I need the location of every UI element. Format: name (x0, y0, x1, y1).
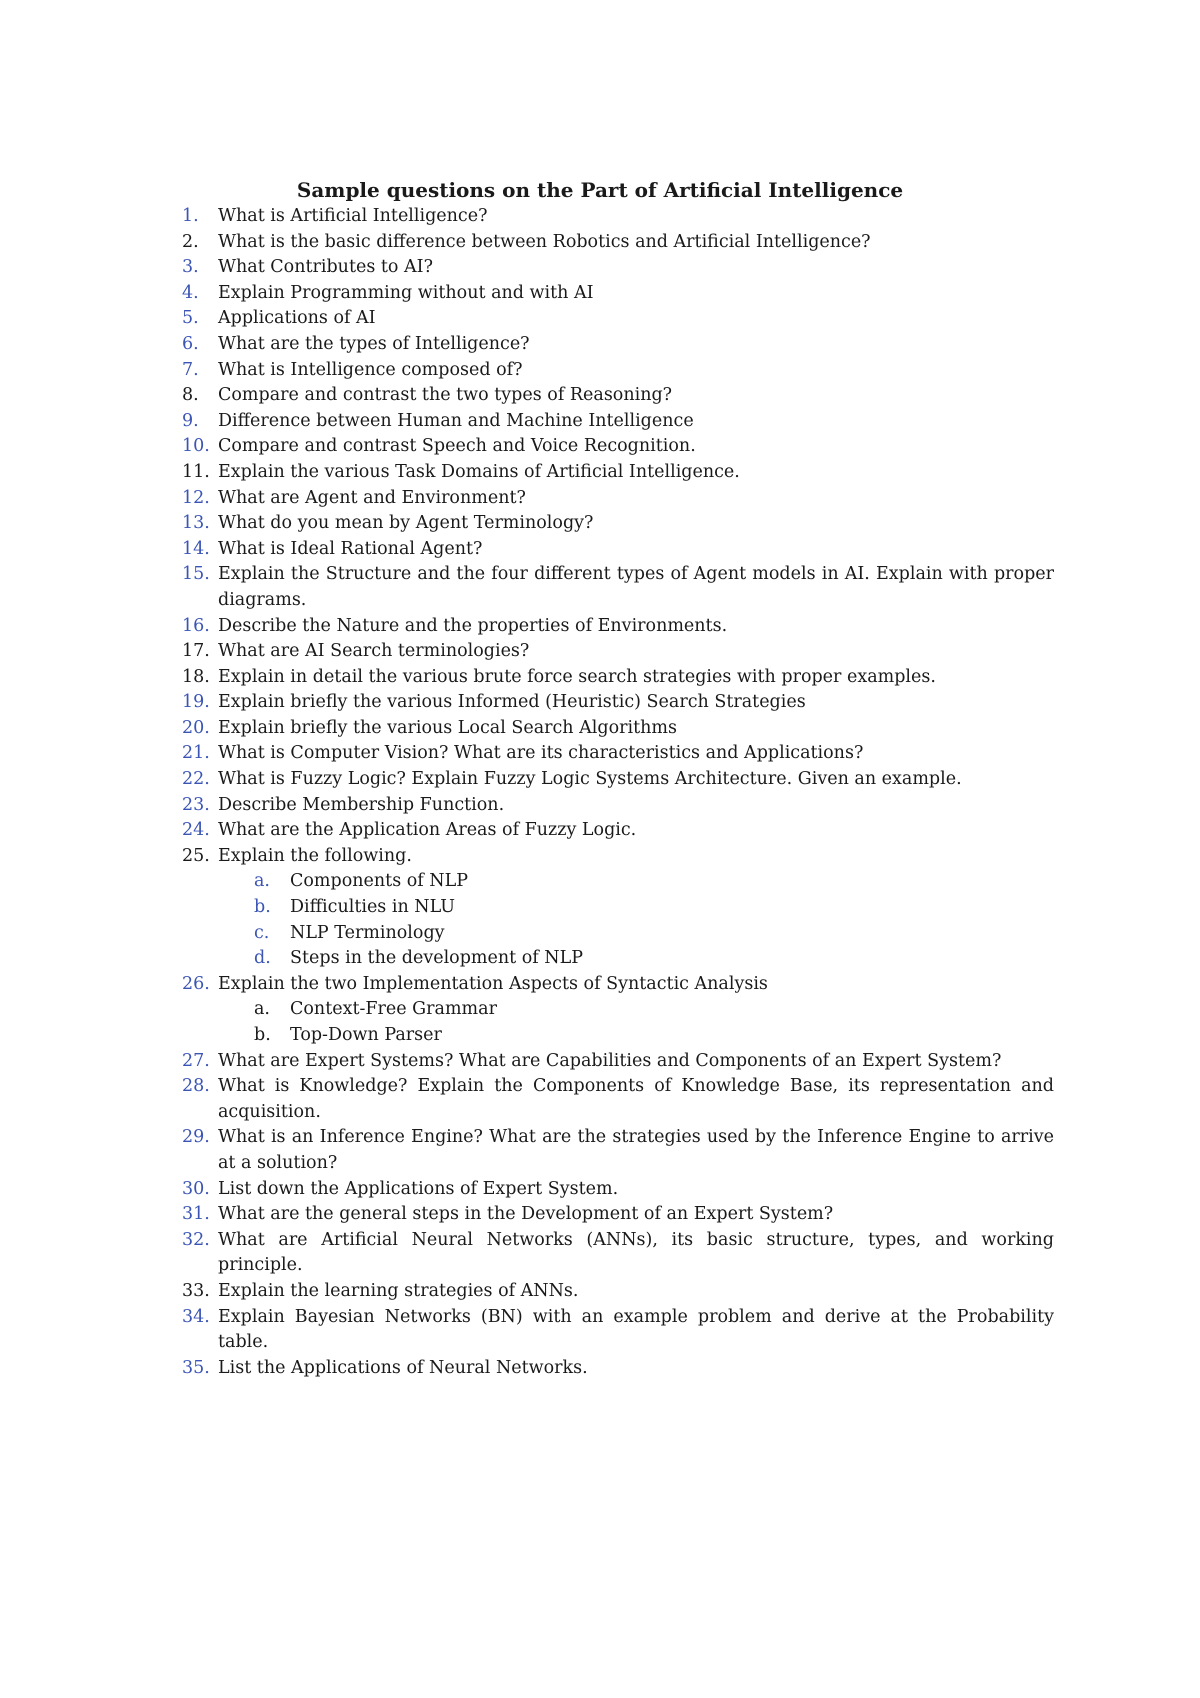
question-number: 17. (182, 641, 210, 662)
question-text: What is Knowledge? Explain the Components of Knowledge Base, its representation and acquisition. (218, 1076, 1054, 1122)
question-number: 18. (182, 666, 210, 687)
question-text: Compare and contrast Speech and Voice Recognition. (218, 436, 696, 457)
sub-question-letter: b. (254, 897, 271, 918)
question-number: 11. (182, 461, 210, 482)
question-text: Explain the following. (218, 845, 412, 866)
question-number: 20. (182, 717, 210, 738)
question-item (0, 690, 1200, 716)
question-text: List the Applications of Neural Networks. (218, 1357, 588, 1378)
question-item (0, 844, 1200, 870)
question-text: What are Artificial Neural Networks (ANNs), its basic structure, types, and working principle. (218, 1229, 1054, 1276)
question-item (0, 1177, 1200, 1203)
question-number: 31. (182, 1204, 210, 1225)
sub-question-item (0, 946, 1200, 972)
question-text: What is Intelligence composed of? (218, 359, 523, 380)
question-text: What is Ideal Rational Agent? (218, 538, 483, 559)
question-number: 7. (182, 359, 199, 380)
question-text: Explain the two Implementation Aspects of Syntactic Analysis (218, 973, 768, 994)
question-text: Compare and contrast the two types of Reasoning? (218, 385, 673, 406)
question-item (0, 1228, 1200, 1279)
question-item (0, 409, 1200, 435)
question-number: 15. (182, 564, 210, 585)
question-text: Explain the various Task Domains of Artificial Intelligence. (218, 461, 740, 482)
sub-question-text: Difficulties in NLU (290, 897, 456, 918)
sub-question-item (0, 895, 1200, 921)
question-item (0, 1305, 1200, 1356)
question-number: 3. (182, 257, 199, 278)
sub-question-item (0, 1023, 1200, 1049)
question-text: Explain the learning strategies of ANNs. (218, 1280, 579, 1301)
question-number: 22. (182, 769, 210, 790)
question-item (0, 614, 1200, 640)
question-item (0, 204, 1200, 230)
question-number: 6. (182, 333, 199, 354)
document-title: Sample questions on the Part of Artificial Intelligence (296, 178, 904, 202)
question-text: Explain the Structure and the four different types of Agent models in AI. Explain with proper diagrams. (218, 564, 1054, 610)
sub-question-letter: b. (254, 1025, 271, 1045)
question-item (0, 281, 1200, 307)
question-number: 1. (182, 206, 199, 226)
question-text: Describe Membership Function. (218, 794, 505, 815)
question-number: 21. (182, 743, 210, 764)
question-text: Describe the Nature and the properties of Environments. (218, 615, 728, 636)
question-text: What are the general steps in the Development of an Expert System? (218, 1204, 834, 1225)
question-item (0, 716, 1200, 742)
question-item (0, 358, 1200, 384)
question-item (0, 1049, 1200, 1075)
question-number: 30. (182, 1178, 210, 1199)
question-text: Applications of AI (218, 308, 376, 329)
question-item (0, 793, 1200, 819)
question-text: What are Agent and Environment? (218, 487, 526, 508)
question-item (0, 306, 1200, 332)
question-text: What are the Application Areas of Fuzzy Logic. (218, 820, 637, 841)
question-number: 28. (182, 1076, 210, 1097)
sub-question-text: NLP Terminology (290, 922, 445, 943)
sub-question-letter: c. (254, 922, 270, 943)
question-item (0, 1074, 1200, 1125)
sub-question-item (0, 997, 1200, 1023)
question-text: What is the basic difference between Robotics and Artificial Intelligence? (218, 231, 871, 252)
question-number: 9. (182, 410, 199, 431)
question-text: What are the types of Intelligence? (218, 333, 530, 354)
question-item (0, 562, 1200, 613)
question-list (0, 204, 1200, 1381)
question-item (0, 1279, 1200, 1305)
question-number: 2. (182, 231, 199, 252)
question-item (0, 1356, 1200, 1382)
question-text: List down the Applications of Expert System. (218, 1178, 619, 1199)
question-item (0, 972, 1200, 998)
question-text: Explain briefly the various Informed (Heuristic) Search Strategies (218, 692, 806, 713)
question-number: 24. (182, 820, 210, 841)
question-number: 8. (182, 385, 199, 406)
question-item (0, 460, 1200, 486)
question-item (0, 767, 1200, 793)
question-number: 19. (182, 692, 210, 713)
question-item (0, 434, 1200, 460)
question-item (0, 383, 1200, 409)
question-number: 35. (182, 1357, 210, 1378)
question-number: 26. (182, 973, 210, 994)
question-text: Explain Bayesian Networks (BN) with an example problem and derive at the Probability table. (218, 1306, 1054, 1353)
question-text: Explain briefly the various Local Search Algorithms (218, 717, 677, 738)
question-text: What is an Inference Engine? What are the strategies used by the Inference Engine to arrive at a solution? (218, 1127, 1054, 1173)
sub-question-letter: d. (254, 948, 271, 969)
question-text: What is Artificial Intelligence? (218, 206, 488, 226)
question-text: What is Computer Vision? What are its characteristics and Applications? (218, 743, 864, 764)
sub-question-item (0, 869, 1200, 895)
sub-question-text: Components of NLP (290, 871, 469, 892)
question-number: 29. (182, 1127, 210, 1148)
question-number: 10. (182, 436, 210, 457)
question-item (0, 1125, 1200, 1176)
question-item (0, 639, 1200, 665)
question-number: 16. (182, 615, 210, 636)
question-number: 25. (182, 845, 210, 866)
question-number: 13. (182, 513, 210, 534)
question-number: 14. (182, 538, 210, 559)
question-item (0, 255, 1200, 281)
question-number: 34. (182, 1306, 210, 1327)
question-item (0, 665, 1200, 691)
question-text: What are AI Search terminologies? (218, 641, 530, 662)
question-text: What do you mean by Agent Terminology? (218, 513, 594, 534)
question-item (0, 511, 1200, 537)
sub-question-text: Context-Free Grammar (290, 999, 497, 1020)
sub-question-item (0, 921, 1200, 947)
question-number: 27. (182, 1050, 210, 1071)
question-number: 12. (182, 487, 210, 508)
question-text: What Contributes to AI? (218, 257, 433, 278)
question-text: Difference between Human and Machine Intelligence (218, 410, 694, 431)
question-item (0, 332, 1200, 358)
question-item (0, 537, 1200, 563)
sub-question-letter: a. (254, 999, 270, 1020)
sub-question-text: Top-Down Parser (290, 1025, 442, 1045)
question-text: What is Fuzzy Logic? Explain Fuzzy Logic Systems Architecture. Given an example. (218, 769, 962, 790)
question-number: 5. (182, 308, 199, 329)
question-item (0, 1202, 1200, 1228)
question-text: What are Expert Systems? What are Capabilities and Components of an Expert System? (218, 1050, 1002, 1071)
sub-question-letter: a. (254, 871, 270, 892)
question-number: 33. (182, 1280, 210, 1301)
sub-question-text: Steps in the development of NLP (290, 948, 584, 969)
question-item (0, 230, 1200, 256)
question-item (0, 818, 1200, 844)
question-number: 23. (182, 794, 210, 815)
question-item (0, 741, 1200, 767)
question-item (0, 486, 1200, 512)
question-text: Explain Programming without and with AI (218, 282, 594, 303)
question-number: 4. (182, 282, 199, 303)
question-text: Explain in detail the various brute force search strategies with proper examples. (218, 666, 936, 687)
question-number: 32. (182, 1229, 210, 1250)
